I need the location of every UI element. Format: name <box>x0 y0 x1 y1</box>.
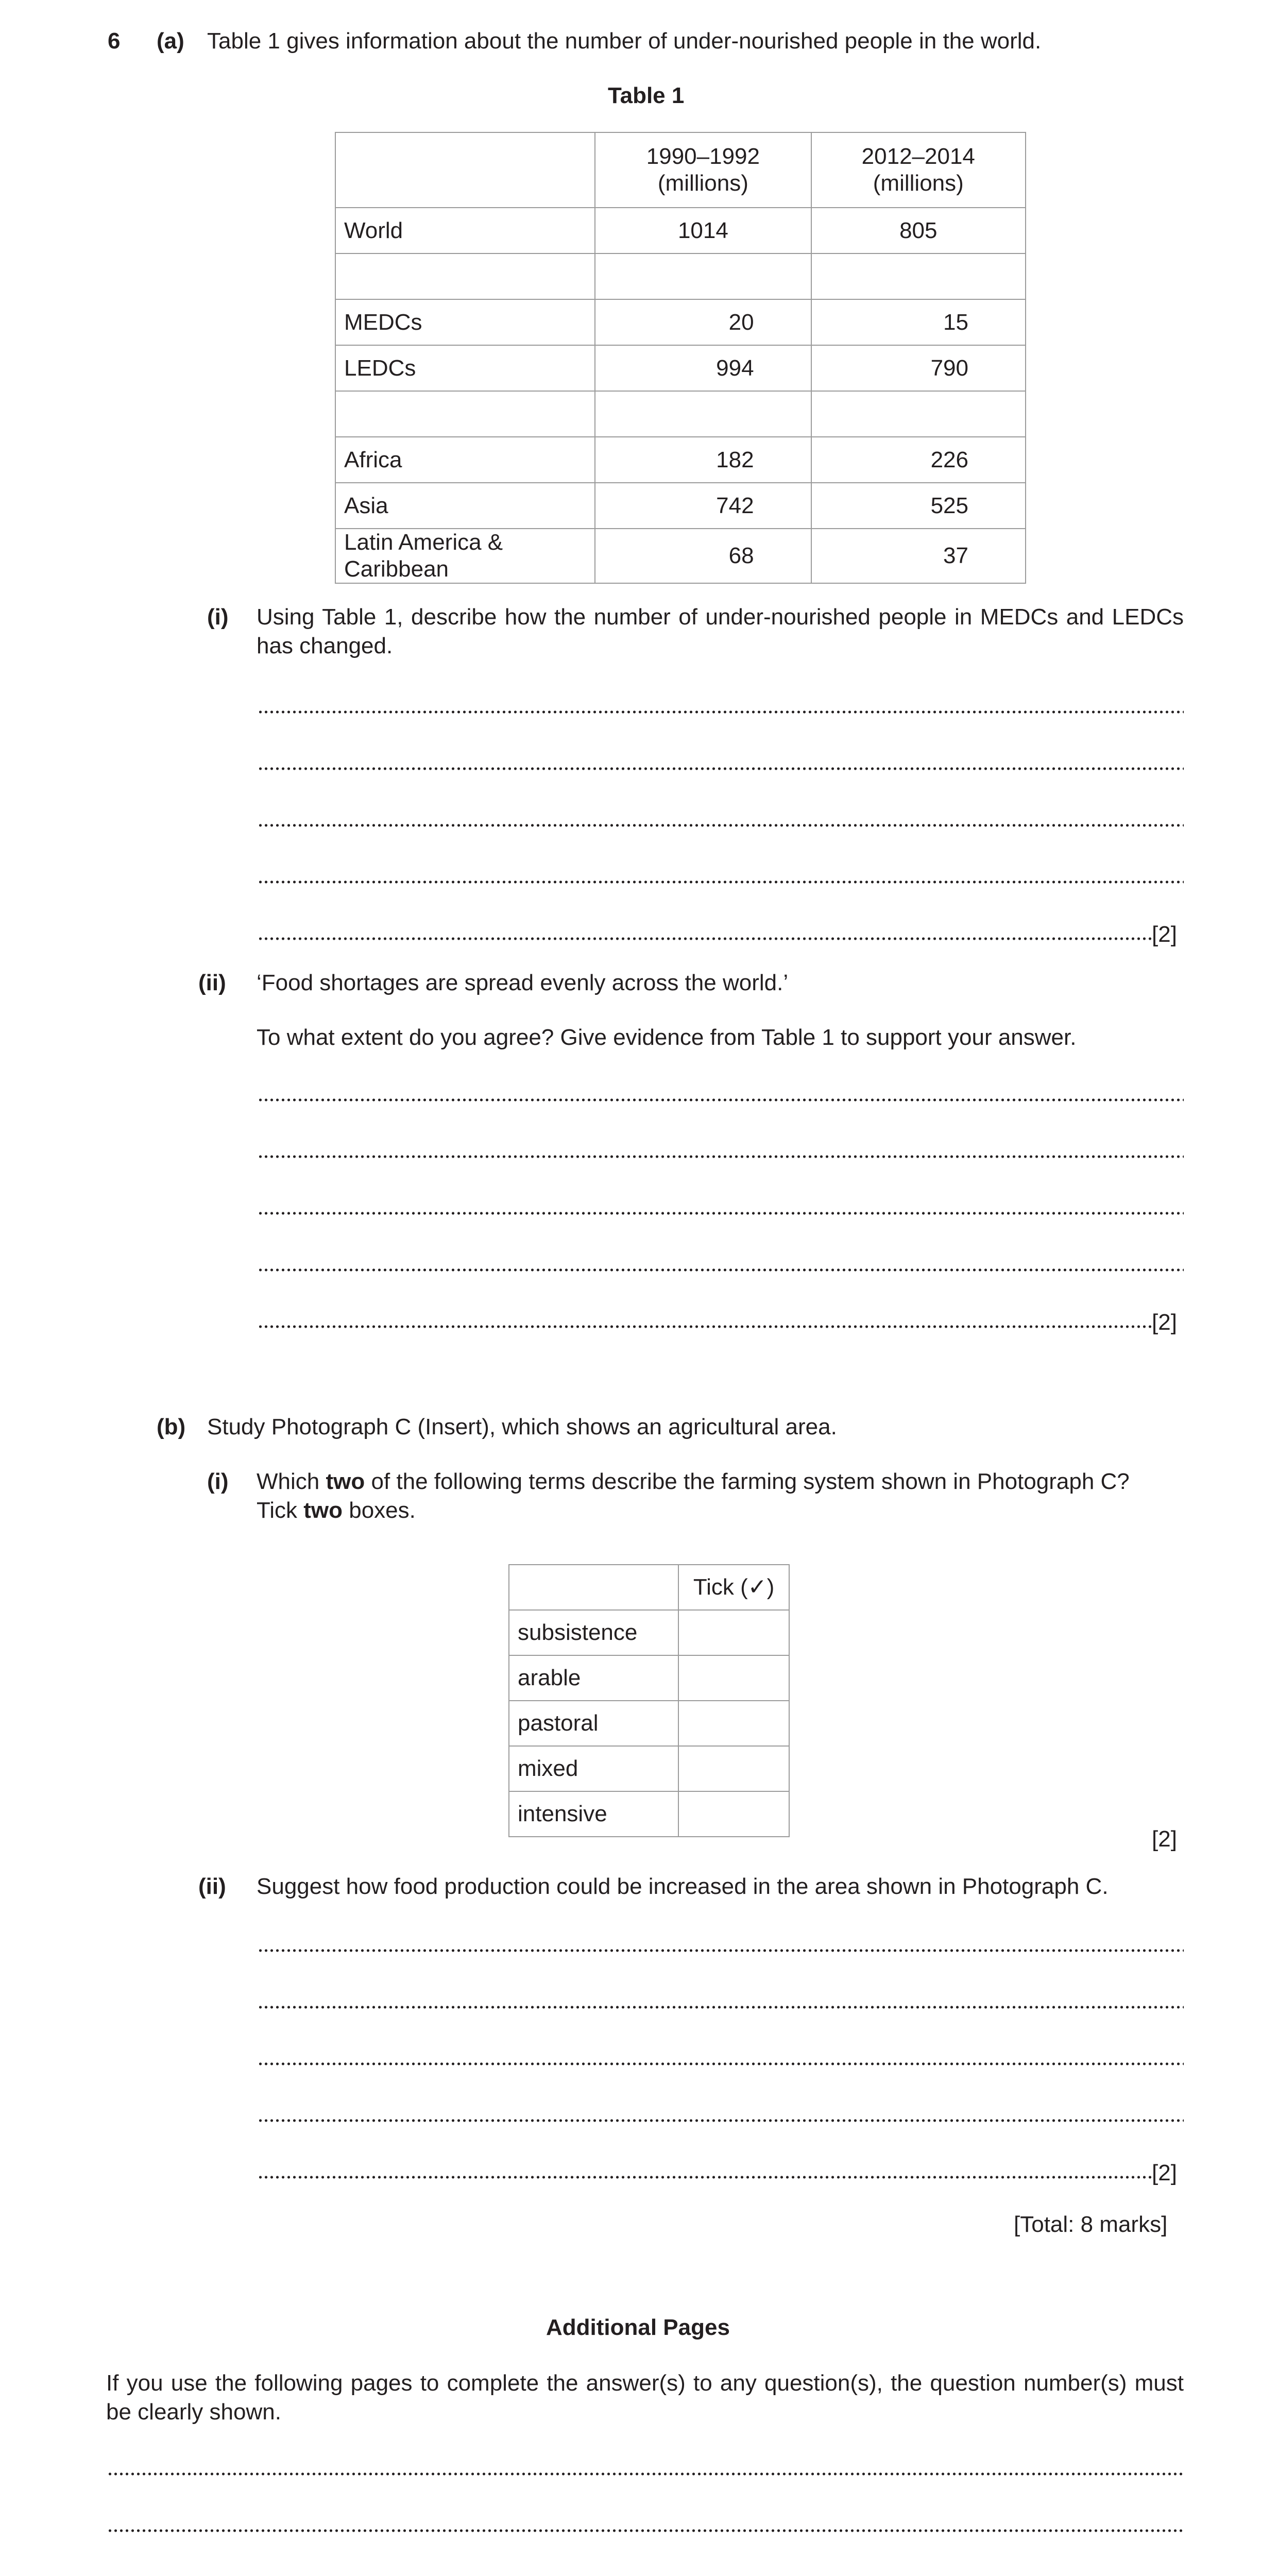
table-header-row <box>335 132 1026 208</box>
part-a-ii-label: (ii) <box>198 970 226 995</box>
tick-box-subsistence[interactable] <box>678 1610 789 1655</box>
tick-row <box>509 1746 789 1791</box>
row-value-2012: 805 <box>811 208 1026 253</box>
answer-line[interactable] <box>258 823 1184 827</box>
answer-line[interactable] <box>258 2119 1184 2123</box>
additional-pages-instruction: If you use the following pages to complete the answer(s) to any question(s), the question number(s) must be clearly shown. <box>106 2370 1184 2425</box>
marks-label: [2] <box>1152 2160 1177 2185</box>
part-a-text: Table 1 gives information about the number of under-nourished people in the world. <box>207 28 1042 54</box>
answer-line[interactable] <box>258 2062 1184 2066</box>
answer-line[interactable] <box>258 767 1184 771</box>
table-row <box>335 483 1026 529</box>
table-1 <box>335 132 1026 584</box>
tick-row <box>509 1791 789 1837</box>
row-label <box>335 253 595 299</box>
additional-pages-title: Additional Pages <box>546 2315 730 2340</box>
part-b-label: (b) <box>157 1414 186 1439</box>
term-label: mixed <box>509 1746 678 1791</box>
tick-box-mixed[interactable] <box>678 1746 789 1791</box>
part-a-label: (a) <box>157 28 184 54</box>
answer-line[interactable] <box>258 1211 1184 1215</box>
term-label: pastoral <box>509 1701 678 1746</box>
question-number: 6 <box>108 28 121 54</box>
tick-table <box>508 1564 790 1837</box>
header-cell-empty <box>335 132 595 208</box>
answer-line[interactable] <box>258 1155 1184 1159</box>
row-value-2012: 226 <box>811 437 1026 483</box>
answer-line[interactable] <box>258 1948 1184 1953</box>
row-value-2012: 15 <box>811 299 1026 345</box>
tick-row <box>509 1701 789 1746</box>
table-row <box>335 529 1026 583</box>
table-row-empty <box>335 253 1026 299</box>
row-label: MEDCs <box>335 299 595 345</box>
row-value-1990: 182 <box>595 437 811 483</box>
part-b-ii-text: Suggest how food production could be increased in the area shown in Photograph C. <box>257 1874 1109 1899</box>
tick-row <box>509 1610 789 1655</box>
tick-header: Tick (✓) <box>678 1565 789 1610</box>
row-value-1990: 994 <box>595 345 811 391</box>
term-label: arable <box>509 1655 678 1701</box>
row-label: Latin America & Caribbean <box>335 529 595 583</box>
table-1-title: Table 1 <box>608 83 685 108</box>
tick-header-row <box>509 1565 789 1610</box>
answer-line[interactable] <box>107 2472 1184 2476</box>
answer-line[interactable] <box>258 1325 1151 1329</box>
answer-line[interactable] <box>258 710 1184 714</box>
tick-box-arable[interactable] <box>678 1655 789 1701</box>
row-label <box>335 391 595 437</box>
table-row <box>335 437 1026 483</box>
header-cell-1990: 1990–1992 (millions) <box>595 132 811 208</box>
row-value-2012: 37 <box>811 529 1026 583</box>
part-a-i-label: (i) <box>207 604 229 630</box>
table-row <box>335 208 1026 253</box>
term-label: intensive <box>509 1791 678 1837</box>
row-label: World <box>335 208 595 253</box>
table-row <box>335 345 1026 391</box>
term-label: subsistence <box>509 1610 678 1655</box>
row-value-1990: 68 <box>595 529 811 583</box>
row-value-1990 <box>595 391 811 437</box>
part-a-i-text: Using Table 1, describe how the number of under-nourished people in MEDCs and LEDCs has changed. <box>257 604 1184 658</box>
row-value-1990 <box>595 253 811 299</box>
marks-label: [2] <box>1152 922 1177 947</box>
table-row <box>335 299 1026 345</box>
part-b-ii-label: (ii) <box>198 1874 226 1899</box>
row-value-2012 <box>811 391 1026 437</box>
header-cell-2012: 2012–2014 (millions) <box>811 132 1026 208</box>
answer-line[interactable] <box>258 2175 1151 2179</box>
part-b-i-text: Which two of the following terms describe the farming system shown in Photograph C? <box>257 1469 1130 1494</box>
answer-line[interactable] <box>258 880 1184 884</box>
part-b-i-instruction: Tick two boxes. <box>257 1498 416 1523</box>
row-value-1990: 742 <box>595 483 811 529</box>
answer-line[interactable] <box>258 2005 1184 2009</box>
answer-line[interactable] <box>258 937 1151 941</box>
row-label: Asia <box>335 483 595 529</box>
row-label: LEDCs <box>335 345 595 391</box>
part-a-ii-quote: ‘Food shortages are spread evenly across the world.’ <box>257 970 789 995</box>
marks-label: [2] <box>1152 1826 1177 1852</box>
table-row-empty <box>335 391 1026 437</box>
part-b-text: Study Photograph C (Insert), which shows an agricultural area. <box>207 1414 837 1439</box>
row-value-2012: 525 <box>811 483 1026 529</box>
row-value-2012 <box>811 253 1026 299</box>
tick-row <box>509 1655 789 1701</box>
row-value-1990: 1014 <box>595 208 811 253</box>
tick-box-pastoral[interactable] <box>678 1701 789 1746</box>
row-label: Africa <box>335 437 595 483</box>
answer-line[interactable] <box>258 1268 1184 1272</box>
marks-label: [2] <box>1152 1310 1177 1335</box>
tick-header-empty <box>509 1565 678 1610</box>
answer-line[interactable] <box>107 2529 1184 2533</box>
answer-line[interactable] <box>258 1098 1184 1102</box>
row-value-1990: 20 <box>595 299 811 345</box>
row-value-2012: 790 <box>811 345 1026 391</box>
tick-box-intensive[interactable] <box>678 1791 789 1837</box>
total-marks: [Total: 8 marks] <box>1014 2212 1168 2237</box>
part-b-i-label: (i) <box>207 1469 229 1494</box>
part-a-ii-text: To what extent do you agree? Give evidence from Table 1 to support your answer. <box>257 1025 1077 1050</box>
